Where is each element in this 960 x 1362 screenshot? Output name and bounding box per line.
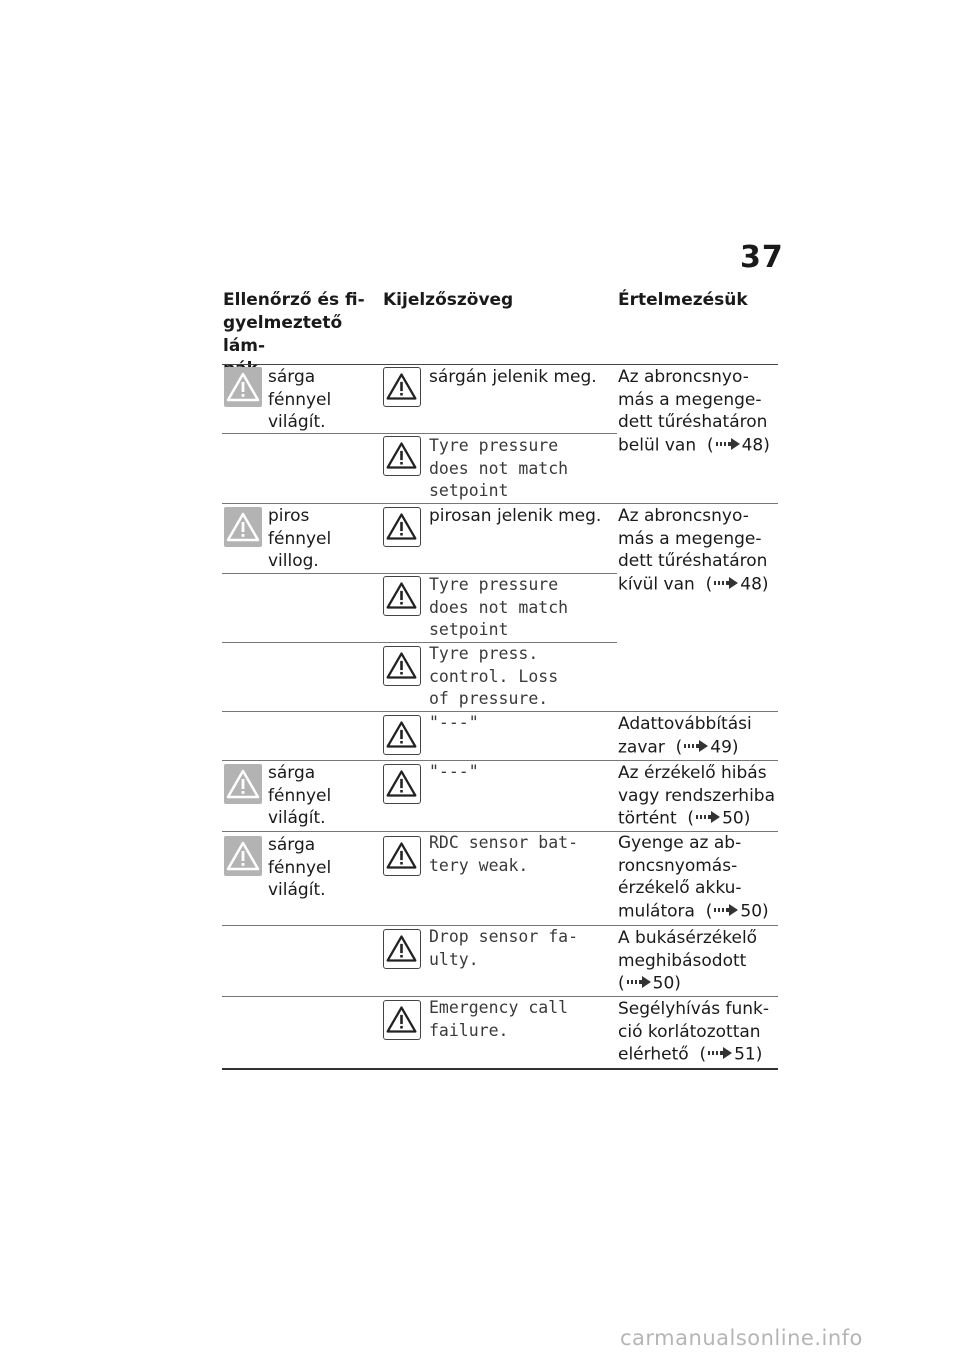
lamp-state-line: sárga (268, 367, 316, 387)
display-line: ulty. (429, 949, 479, 969)
arrow-right-icon (714, 900, 738, 923)
arrow-right-icon (716, 434, 740, 457)
lamp-state-red (268, 505, 331, 573)
header-display-text: Kijelzőszöveg (383, 290, 514, 310)
meaning-line: más a megenge- (618, 389, 762, 410)
meaning-line: Gyenge az ab- (618, 833, 742, 853)
meaning-line: érzékelő akku- (618, 878, 742, 898)
lamp-state-yellow (268, 762, 331, 830)
display-line: of pressure. (429, 689, 549, 708)
warning-triangle-icon (224, 507, 262, 547)
lamp-state-line: világít. (268, 880, 326, 900)
meaning-line: vagy rendszerhiba (618, 785, 776, 806)
meaning-line: ( 50) (618, 973, 681, 994)
lamp-state-line: sárga (268, 763, 316, 783)
header-lamps-line: gyelmeztető lám- (223, 313, 343, 356)
page-reference-link[interactable]: 50) (652, 973, 681, 994)
meaning-text: mulátora (618, 900, 695, 921)
display-line: Drop sensor fa- (429, 927, 579, 946)
meaning-line: ció korlátozottan (618, 1021, 761, 1042)
display-line: RDC sensor bat- (429, 833, 579, 852)
meaning-line: dett tűréshatáron (618, 551, 768, 571)
row-divider (222, 503, 778, 504)
display-line: tery weak. (429, 855, 529, 875)
meaning-within-tolerance (618, 366, 770, 456)
meaning-line: Az abroncsnyo- (618, 367, 749, 387)
display-line: Emergency call (429, 998, 569, 1017)
table-top-rule (222, 364, 778, 365)
page-reference-link[interactable]: 50) (722, 808, 751, 829)
display-text-emergency-call (429, 997, 568, 1042)
display-line: does not match (429, 458, 569, 478)
meaning-text: elérhető (618, 1044, 689, 1065)
display-text-tyre-mismatch (429, 574, 568, 642)
meaning-line: dett tűréshatáron (618, 412, 768, 432)
page-reference-link[interactable]: 48) (741, 434, 770, 455)
display-text-dashes: "---" (429, 762, 479, 781)
warning-triangle-icon (383, 764, 421, 804)
display-text-drop-sensor (429, 926, 578, 971)
meaning-line: belül van ( 48) (618, 434, 770, 455)
display-line: does not match (429, 597, 569, 617)
page-number: 37 (740, 240, 784, 275)
row-divider (222, 760, 778, 761)
warning-triangle-icon (224, 764, 262, 804)
arrow-right-icon (627, 972, 651, 995)
meaning-weak-battery (618, 832, 769, 922)
header-lamps-line: Ellenőrző és fi- (223, 290, 365, 310)
meaning-line: mulátora ( 50) (618, 900, 769, 921)
meaning-line: zavar ( 49) (618, 736, 739, 757)
lamp-state-line: világít. (268, 808, 326, 828)
display-line: Tyre press. (429, 644, 539, 663)
arrow-right-icon (708, 1043, 732, 1066)
display-line: failure. (429, 1020, 509, 1040)
warning-triangle-icon (383, 646, 421, 686)
lamp-state-line: fénnyel (268, 857, 332, 878)
display-line: setpoint (429, 620, 509, 639)
page-reference-link[interactable]: 49) (710, 736, 739, 757)
warning-triangle-icon (383, 507, 421, 547)
lamp-state-line: fénnyel (268, 785, 332, 806)
meaning-line: A bukásérzékelő (618, 928, 758, 948)
warning-triangle-icon (383, 929, 421, 969)
meaning-line: kívül van ( 48) (618, 573, 769, 594)
arrow-right-icon (684, 736, 708, 759)
meaning-drop-sensor (618, 927, 757, 995)
display-line: setpoint (429, 481, 509, 500)
meaning-outside-tolerance (618, 505, 769, 595)
meaning-text: belül van (618, 434, 697, 455)
meaning-line: Segélyhívás funk- (618, 999, 770, 1019)
warning-triangle-icon (383, 715, 421, 755)
arrow-right-icon (696, 807, 720, 830)
meaning-text: kívül van (618, 573, 695, 594)
meaning-line: meghibásodott (618, 950, 747, 971)
meaning-transmission (618, 713, 752, 758)
meaning-line: Az abroncsnyo- (618, 506, 749, 526)
meaning-line: Az érzékelő hibás (618, 763, 767, 783)
lamp-state-yellow (268, 366, 331, 434)
lamp-state-line: villog. (268, 551, 319, 571)
display-text-tyre-mismatch (429, 435, 568, 503)
display-text-rdc-battery (429, 832, 578, 877)
display-line: control. Loss (429, 666, 559, 686)
warning-triangle-icon (383, 836, 421, 876)
meaning-text: zavar (618, 736, 665, 757)
page-reference-link[interactable]: 48) (740, 573, 769, 594)
header-meaning: Értelmezésük (618, 290, 748, 310)
meaning-text: történt (618, 808, 677, 829)
arrow-right-icon (714, 573, 738, 596)
lamp-state-yellow (268, 834, 331, 902)
warning-triangle-icon (224, 836, 262, 876)
display-text-tyre-loss (429, 643, 558, 711)
display-line: Tyre pressure (429, 575, 559, 594)
display-text-yellow: sárgán jelenik meg. (429, 367, 597, 387)
page-reference-link[interactable]: 50) (740, 900, 769, 921)
meaning-line: történt ( 50) (618, 808, 751, 829)
warning-triangle-icon (224, 367, 262, 407)
warning-triangle-icon (383, 576, 421, 616)
display-text-dashes: "---" (429, 713, 479, 732)
display-line: Tyre pressure (429, 436, 559, 455)
table-bottom-rule (222, 1068, 778, 1070)
lamp-state-line: fénnyel (268, 389, 332, 410)
warning-triangle-icon (383, 436, 421, 476)
warning-triangle-icon (383, 367, 421, 407)
lamp-state-line: sárga (268, 835, 316, 855)
lamp-state-line: fénnyel (268, 528, 332, 549)
meaning-line: elérhető ( 51) (618, 1044, 763, 1065)
warning-triangle-icon (383, 1000, 421, 1040)
row-divider (222, 711, 778, 712)
display-text-red: pirosan jelenik meg. (429, 506, 602, 526)
page-reference-link[interactable]: 51) (734, 1044, 763, 1065)
meaning-sensor-error (618, 762, 775, 830)
lamp-state-line: világít. (268, 412, 326, 432)
meaning-line: más a megenge- (618, 528, 762, 549)
lamp-state-line: piros (268, 506, 310, 526)
watermark: carmanualsonline.info (620, 1326, 863, 1350)
meaning-line: Adattovábbítási (618, 714, 752, 734)
meaning-line: roncsnyomás- (618, 855, 738, 876)
meaning-emergency-call (618, 998, 769, 1066)
